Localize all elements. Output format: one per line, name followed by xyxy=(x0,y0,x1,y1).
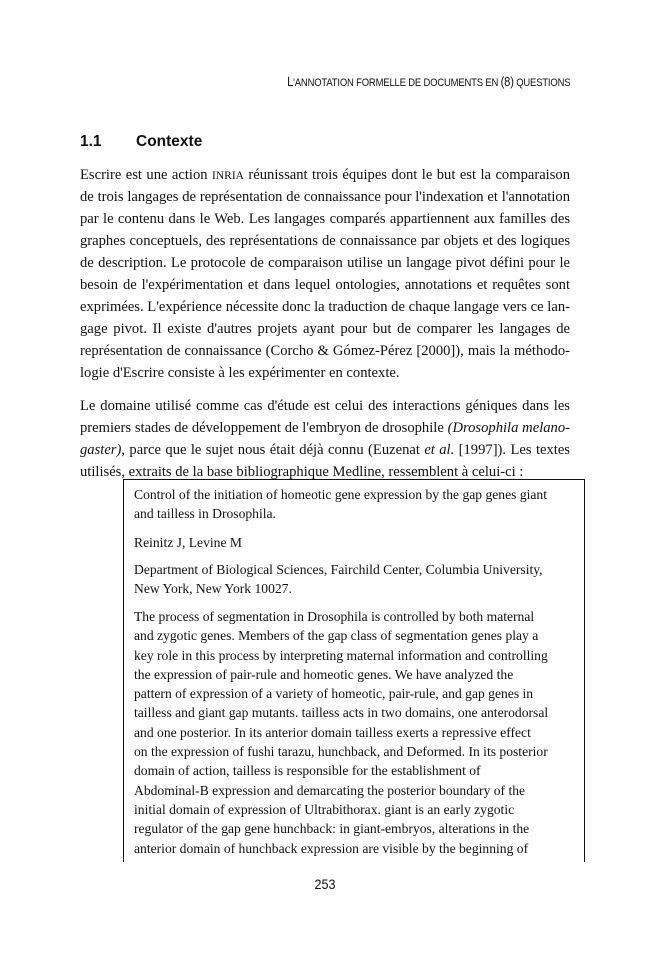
text-run: [1997]). Les textes xyxy=(454,442,570,458)
running-head xyxy=(287,74,570,89)
text-line: and zygotic genes. Members of the gap class of segmentation genes play a xyxy=(134,628,539,644)
running-head-initial: L xyxy=(286,74,293,89)
text-run: réunissant trois équipes dont le but est la comparaison xyxy=(243,167,571,183)
text-line: tailless and giant gap mutants. tailless acts in two domains, one anterodorsal xyxy=(134,705,549,721)
text-line: key role in this process by interpreting maternal information and controlling xyxy=(134,647,548,663)
running-head-text: 'ANNOTATION FORMELLE DE DOCUMENTS EN xyxy=(292,77,501,89)
inria-smallcaps: INRIA xyxy=(212,170,244,182)
species-name-end: gaster) xyxy=(80,442,122,458)
text-line: and one posterior. In its anterior domain tailless exerts a repressive effect xyxy=(134,724,531,740)
paragraph-1 xyxy=(80,164,570,384)
running-head-end: QUESTIONS xyxy=(513,77,570,89)
text-line xyxy=(80,417,570,439)
page-number: 253 xyxy=(314,876,336,892)
text-line: de trois langages de représentation de connaissance pour l'indexation et l'annotation xyxy=(80,189,570,205)
text-line: regulator of the gap gene hunchback: in giant-embryos, alterations in the xyxy=(134,821,530,837)
text-line: graphes conceptuels, des représentations de connaissance par objets et des logiques xyxy=(80,233,570,249)
section-heading xyxy=(80,133,202,151)
section-title: Contexte xyxy=(136,133,203,150)
text-line: utilisés, extraits de la base bibliographique Medline, ressemblent à celui-ci : xyxy=(80,464,524,480)
text-line: gage pivot. Il existe d'autres projets ayant pour but de comparer les langages de xyxy=(80,321,570,337)
text-line: pattern of expression of a variety of homeotic, pair-rule, and gap genes in xyxy=(134,686,534,702)
text-line: Abdominal-B expression and demarcating the posterior boundary of the xyxy=(134,782,526,798)
text-line: logie d'Escrire consiste à les expérimenter en contexte. xyxy=(80,365,400,381)
text-line: exprimées. L'expérience nécessite donc la traduction de chaque langage vers ce lan- xyxy=(80,299,570,315)
text-line: anterior domain of hunchback expression are visible by the beginning of xyxy=(134,840,529,856)
text-line: représentation de connaissance (Corcho & Gómez-Pérez [2000]), mais la méthodo- xyxy=(80,343,570,359)
text-line: par le contenu dans le Web. Les langages comparés appartiennent aux familles des xyxy=(80,211,570,227)
text-line: The process of segmentation in Drosophila is controlled by both maternal xyxy=(134,609,535,624)
text-line: the expression of pair-rule and homeotic genes. We have analyzed the xyxy=(134,666,514,682)
text-line: initial domain of expression of Ultrabithorax. giant is an early zygotic xyxy=(134,801,515,817)
text-line xyxy=(80,439,570,461)
text-run: , parce que le sujet nous était déjà connu (Euzenat xyxy=(121,442,425,458)
et-al: et al. xyxy=(424,442,455,458)
text-line: domain of action, tailless is responsible for the establishment of xyxy=(134,763,481,779)
text-line: on the expression of fushi tarazu, hunchback, and Deformed. In its posterior xyxy=(134,744,548,760)
text-line: de description. Le protocole de comparaison utilise un langage pivot défini pour le xyxy=(80,255,570,271)
text-run: Escrire est une action xyxy=(80,167,213,183)
running-head-paren: (8) xyxy=(500,74,514,89)
species-name: (Drosophila melano- xyxy=(447,420,571,436)
abstract-body xyxy=(134,607,548,858)
abstract-box xyxy=(123,479,585,862)
text-run: premiers stades de développement de l'embryon de drosophile xyxy=(80,420,448,436)
section-number: 1.1 xyxy=(80,133,102,150)
text-line: New York, New York 10027. xyxy=(134,581,292,597)
text-line xyxy=(80,164,570,186)
text-line: Department of Biological Sciences, Fairchild Center, Columbia University, xyxy=(134,562,543,577)
abstract-affiliation xyxy=(134,560,543,599)
paragraph-2 xyxy=(80,395,570,483)
text-line: besoin de l'expérimentation et dans lequel ontologies, annotations et requêtes sont xyxy=(80,277,570,293)
abstract-authors xyxy=(134,533,242,552)
text-line: and tailless in Drosophila. xyxy=(134,506,276,522)
text-line: Le domaine utilisé comme cas d'étude est celui des interactions géniques dans les xyxy=(80,398,570,414)
text-line: Reinitz J, Levine M xyxy=(134,535,242,550)
text-line: Control of the initiation of homeotic gene expression by the gap genes giant xyxy=(134,487,548,502)
abstract-title xyxy=(134,485,547,524)
